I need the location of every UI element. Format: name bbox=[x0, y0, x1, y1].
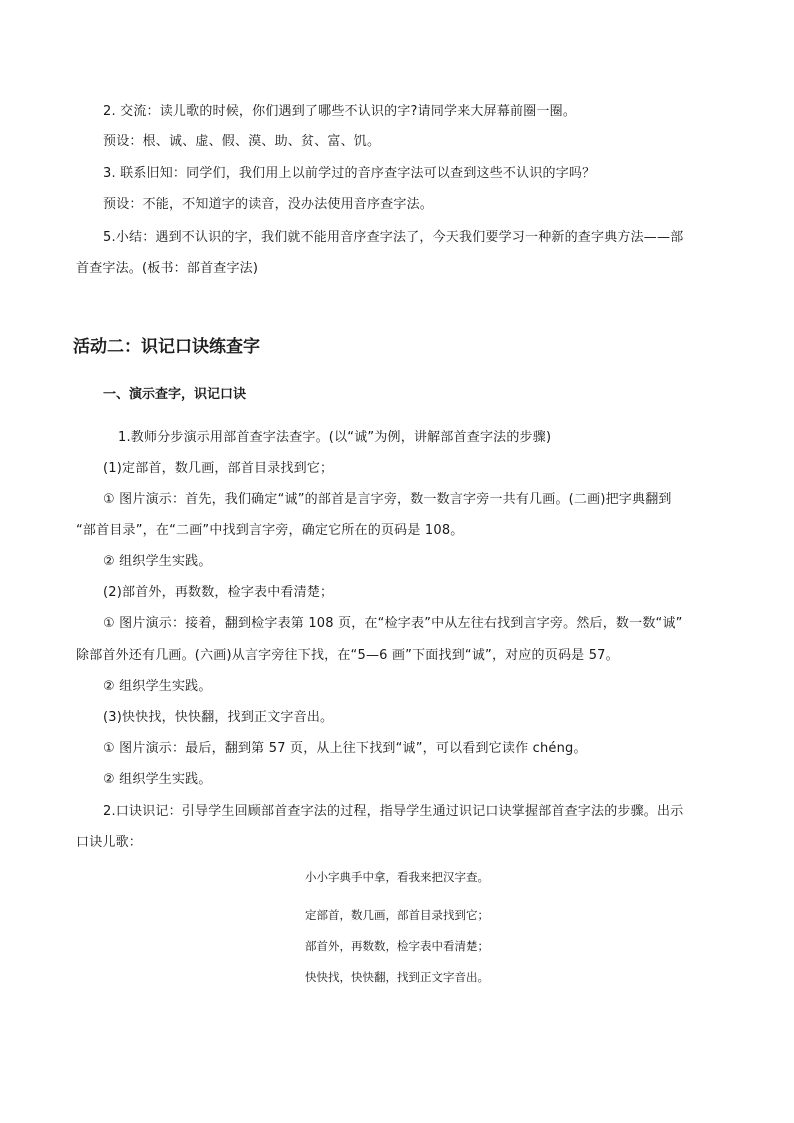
paragraph-recall: 3. 联系旧知：同学们，我们用上以前学过的音序查字法可以查到这些不认识的字吗？ bbox=[103, 166, 596, 181]
paragraph-summary-line-2: 首查字法。(板书：部首查字法) bbox=[76, 261, 259, 276]
step-2-demo-line-1: ① 图片演示：接着，翻到检字表第 108 页，在“检字表”中从左往右找到言字旁。然后，数一数“诚” bbox=[103, 616, 683, 631]
poem-line-2: 定部首，数几画，部首目录找到它； bbox=[305, 908, 489, 922]
step-1-practice: ② 组织学生实践。 bbox=[103, 554, 212, 569]
paragraph-exchange: 2. 交流：读儿歌的时候，你们遇到了哪些不认识的字?请同学来大屏幕前圈一圈。 bbox=[103, 104, 577, 119]
step-2-title: (2)部首外，再数数，检字表中看清楚； bbox=[103, 585, 334, 600]
step-intro: 1.教师分步演示用部首查字法查字。(以“诚”为例，讲解部首查字法的步骤) bbox=[118, 430, 552, 445]
paragraph-summary-line-1: 5.小结：遇到不认识的字，我们就不能用音序查字法了，今天我们要学习一种新的查字典方法——部 bbox=[103, 230, 684, 245]
step-1-demo-line-1: ① 图片演示：首先，我们确定“诚”的部首是言字旁，数一数言字旁一共有几画。(二画)把字典翻到 bbox=[103, 492, 672, 507]
poem-line-3: 部首外，再数数，检字表中看清楚； bbox=[305, 939, 489, 953]
mnemonic-line-1: 2.口诀识记：引导学生回顾部首查字法的过程，指导学生通过识记口诀掌握部首查字法的步骤。出示 bbox=[103, 804, 684, 819]
paragraph-preset-1: 预设：根、诚、虚、假、漠、助、贫、富、饥。 bbox=[103, 134, 381, 149]
mnemonic-line-2: 口诀儿歌： bbox=[76, 835, 143, 850]
paragraph-preset-2: 预设：不能，不知道字的读音，没办法使用音序查字法。 bbox=[103, 197, 434, 212]
step-2-practice: ② 组织学生实践。 bbox=[103, 679, 212, 694]
step-2-demo-line-2: 除部首外还有几画。(六画)从言字旁往下找，在“5—6 画”下面找到“诚”，对应的页码是 57。 bbox=[76, 648, 619, 663]
step-1-demo-line-2: “部首目录”，在“二画”中找到言字旁，确定它所在的页码是 108。 bbox=[76, 523, 464, 538]
poem-line-1: 小小字典手中拿，看我来把汉字查。 bbox=[305, 870, 489, 884]
step-3-title: (3)快快找，快快翻，找到正文字音出。 bbox=[103, 710, 334, 725]
step-3-practice: ② 组织学生实践。 bbox=[103, 772, 212, 787]
activity-two-subheading: 一、演示查字，识记口诀 bbox=[103, 387, 247, 402]
activity-two-heading: 活动二：识记口诀练查字 bbox=[73, 337, 260, 357]
step-1-title: (1)定部首，数几画，部首目录找到它； bbox=[103, 461, 334, 476]
step-3-demo: ① 图片演示：最后，翻到第 57 页，从上往下找到“诚”，可以看到它读作 chéng。 bbox=[103, 741, 587, 756]
poem-line-4: 快快找，快快翻，找到正文字音出。 bbox=[305, 970, 489, 984]
